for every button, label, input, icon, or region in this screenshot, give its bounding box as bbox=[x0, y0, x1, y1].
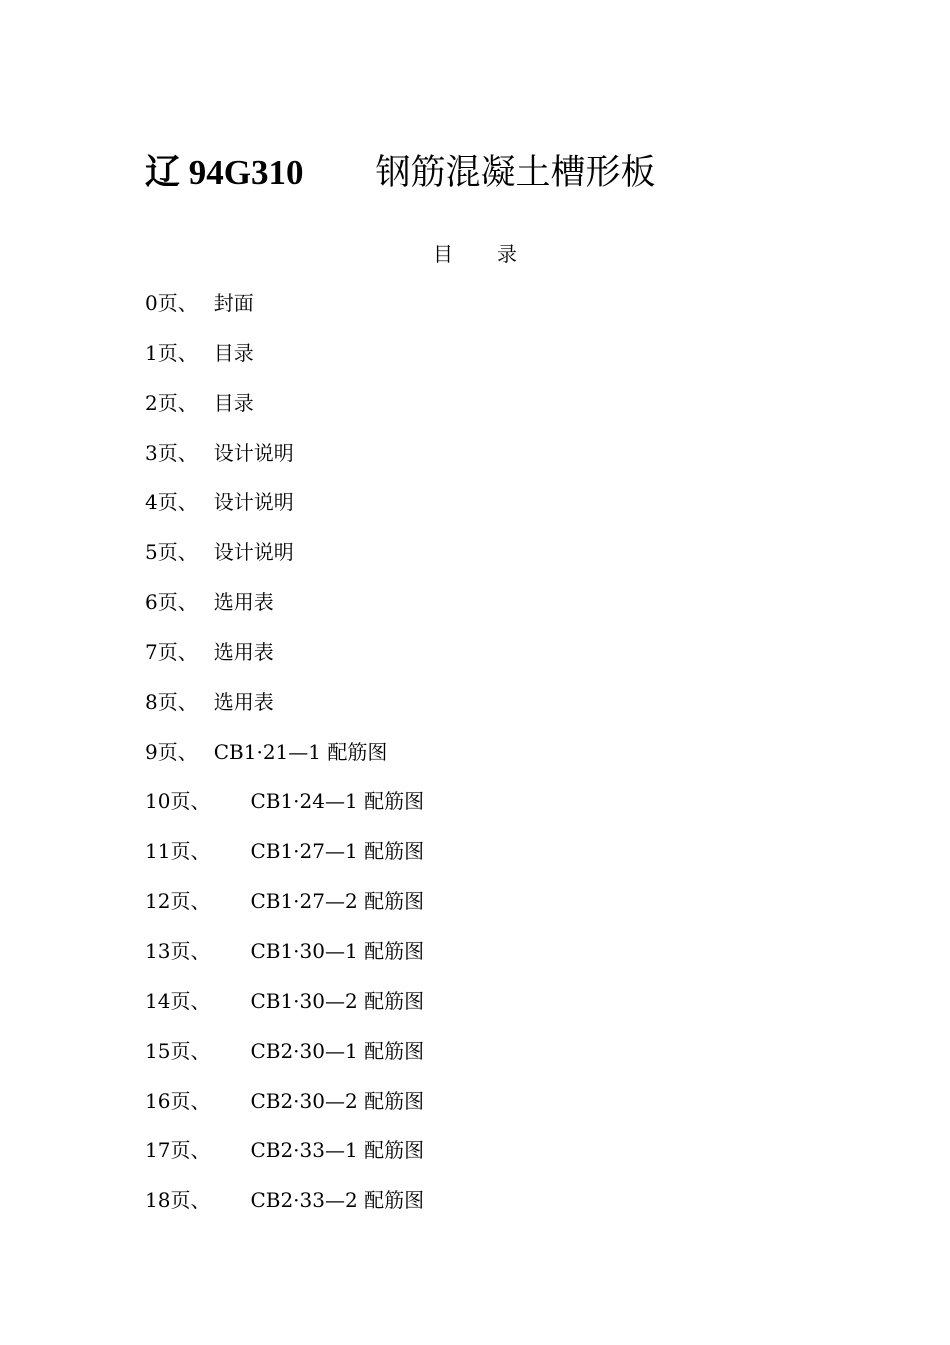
document-title bbox=[145, 150, 656, 196]
toc-page-number: 11页、 bbox=[145, 839, 211, 864]
toc-entry: 目录 bbox=[213, 340, 254, 365]
toc-item bbox=[145, 1185, 424, 1235]
title-name: 钢筋混凝土槽形板 bbox=[375, 153, 656, 193]
toc-page-number: 1页、 bbox=[145, 340, 198, 365]
toc-page-number: 3页、 bbox=[145, 440, 198, 465]
toc-item bbox=[145, 637, 424, 687]
toc-item bbox=[145, 936, 424, 986]
toc-item bbox=[145, 986, 424, 1036]
toc-page-number: 6页、 bbox=[145, 590, 198, 615]
toc-page-number: 13页、 bbox=[145, 938, 211, 963]
toc-item bbox=[145, 786, 424, 836]
toc-item bbox=[145, 338, 424, 388]
toc-page-number: 4页、 bbox=[145, 490, 198, 515]
toc-page-number: 18页、 bbox=[145, 1188, 211, 1213]
toc-entry: 选用表 bbox=[213, 689, 274, 714]
toc-page-number: 12页、 bbox=[145, 889, 211, 914]
toc-entry: 设计说明 bbox=[213, 440, 294, 465]
toc-entry: 设计说明 bbox=[213, 490, 294, 515]
toc-item bbox=[145, 836, 424, 886]
toc-entry: CB2·33—1 配筋图 bbox=[250, 1138, 425, 1163]
toc-page-number: 14页、 bbox=[145, 988, 211, 1013]
toc-entry: CB1·27—1 配筋图 bbox=[250, 839, 425, 864]
toc-page-number: 2页、 bbox=[145, 390, 198, 415]
toc-entry: CB1·30—1 配筋图 bbox=[250, 938, 425, 963]
toc-entry: CB2·33—2 配筋图 bbox=[250, 1188, 425, 1213]
toc-page-number: 9页、 bbox=[145, 739, 198, 764]
table-of-contents bbox=[145, 288, 424, 1235]
toc-item bbox=[145, 438, 424, 488]
toc-entry: 封面 bbox=[213, 291, 254, 315]
toc-page-number: 15页、 bbox=[145, 1038, 211, 1063]
toc-page-number: 7页、 bbox=[145, 639, 198, 664]
toc-entry: CB2·30—2 配筋图 bbox=[250, 1088, 425, 1113]
toc-item bbox=[145, 687, 424, 737]
toc-item bbox=[145, 1135, 424, 1185]
toc-item bbox=[145, 886, 424, 936]
toc-page-number: 8页、 bbox=[145, 689, 198, 714]
toc-item bbox=[145, 487, 424, 537]
toc-item bbox=[145, 288, 424, 338]
toc-entry: 选用表 bbox=[213, 639, 274, 664]
title-code: 辽 94G310 bbox=[145, 153, 304, 192]
toc-entry: 目录 bbox=[213, 390, 254, 415]
toc-entry: CB1·24—1 配筋图 bbox=[250, 789, 425, 814]
toc-heading bbox=[0, 240, 950, 268]
toc-page-number: 17页、 bbox=[145, 1138, 211, 1163]
toc-item bbox=[145, 1036, 424, 1086]
toc-entry: CB2·30—1 配筋图 bbox=[250, 1038, 425, 1063]
toc-entry: CB1·21—1 配筋图 bbox=[213, 739, 388, 764]
toc-item bbox=[145, 1086, 424, 1136]
toc-entry: 选用表 bbox=[213, 590, 274, 615]
toc-item bbox=[145, 388, 424, 438]
toc-page-number: 5页、 bbox=[145, 540, 198, 565]
toc-heading-right: 录 bbox=[497, 242, 517, 266]
toc-page-number: 10页、 bbox=[145, 789, 211, 814]
toc-entry: CB1·27—2 配筋图 bbox=[250, 889, 425, 914]
toc-item bbox=[145, 587, 424, 637]
toc-entry: 设计说明 bbox=[213, 540, 294, 565]
toc-entry: CB1·30—2 配筋图 bbox=[250, 988, 425, 1013]
toc-item bbox=[145, 737, 424, 787]
toc-page-number: 16页、 bbox=[145, 1088, 211, 1113]
toc-heading-left: 目 bbox=[433, 242, 453, 266]
toc-page-number: 0页、 bbox=[145, 291, 198, 315]
toc-item bbox=[145, 537, 424, 587]
